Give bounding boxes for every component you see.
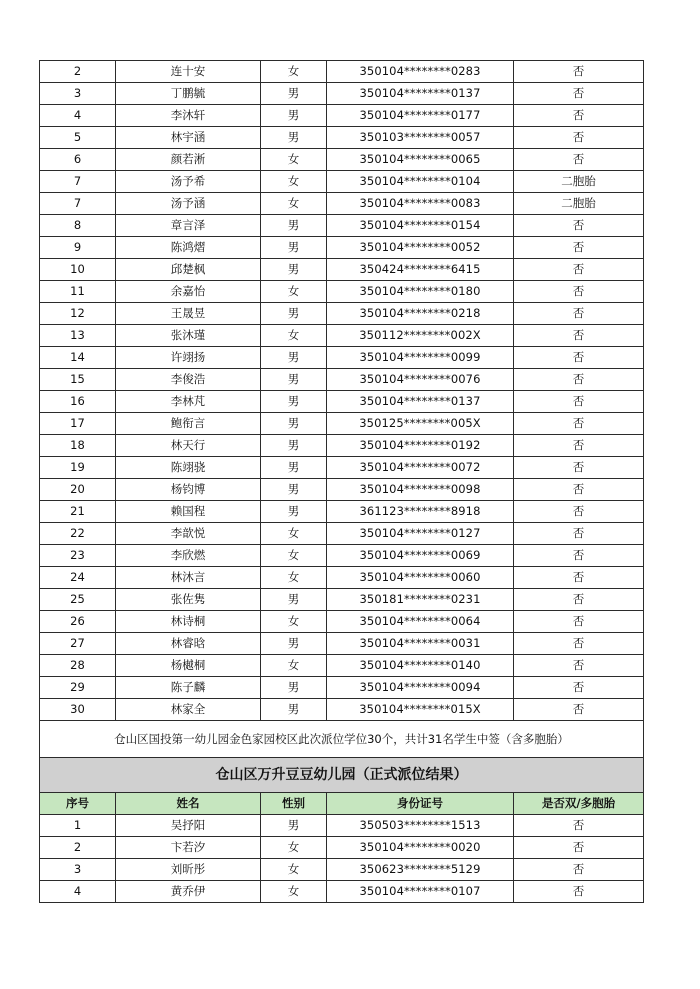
cell-twin: 否: [514, 611, 644, 633]
cell-id: 350103********0057: [327, 127, 514, 149]
cell-name: 黄乔伊: [116, 881, 261, 903]
cell-id: 350104********0177: [327, 105, 514, 127]
cell-no: 28: [40, 655, 116, 677]
cell-twin: 否: [514, 815, 644, 837]
cell-gender: 男: [261, 677, 327, 699]
table-row: [40, 391, 644, 413]
cell-twin: 否: [514, 545, 644, 567]
cell-gender: 男: [261, 127, 327, 149]
cell-name: 章言泽: [116, 215, 261, 237]
cell-name: 林天行: [116, 435, 261, 457]
cell-twin: 否: [514, 391, 644, 413]
cell-no: 29: [40, 677, 116, 699]
table-row: [40, 677, 644, 699]
results-table: [39, 60, 644, 903]
cell-twin: 否: [514, 523, 644, 545]
cell-no: 14: [40, 347, 116, 369]
cell-twin: 否: [514, 413, 644, 435]
table-row: [40, 815, 644, 837]
cell-name: 赖国程: [116, 501, 261, 523]
table-row: [40, 611, 644, 633]
cell-gender: 男: [261, 479, 327, 501]
cell-twin: 否: [514, 149, 644, 171]
cell-gender: 男: [261, 391, 327, 413]
section-title: 仓山区万升豆豆幼儿园（正式派位结果）: [40, 758, 644, 793]
cell-twin: 否: [514, 479, 644, 501]
table-row: [40, 633, 644, 655]
cell-no: 26: [40, 611, 116, 633]
table-row: [40, 545, 644, 567]
cell-no: 7: [40, 193, 116, 215]
table-row: [40, 347, 644, 369]
cell-no: 3: [40, 83, 116, 105]
table-row: [40, 523, 644, 545]
cell-no: 6: [40, 149, 116, 171]
cell-gender: 男: [261, 215, 327, 237]
cell-id: 350104********0094: [327, 677, 514, 699]
cell-twin: 否: [514, 655, 644, 677]
cell-name: 李欣燃: [116, 545, 261, 567]
cell-gender: 女: [261, 281, 327, 303]
section-title-row: [40, 758, 644, 793]
cell-gender: 女: [261, 611, 327, 633]
cell-name: 刘昕彤: [116, 859, 261, 881]
cell-id: 350104********0104: [327, 171, 514, 193]
cell-twin: 否: [514, 837, 644, 859]
cell-name: 汤予涵: [116, 193, 261, 215]
cell-name: 鲍衔言: [116, 413, 261, 435]
cell-id: 350104********0031: [327, 633, 514, 655]
cell-no: 16: [40, 391, 116, 413]
cell-twin: 否: [514, 501, 644, 523]
cell-twin: 否: [514, 281, 644, 303]
table-row: [40, 193, 644, 215]
cell-id: 350104********0072: [327, 457, 514, 479]
table-row: [40, 127, 644, 149]
cell-twin: 否: [514, 347, 644, 369]
cell-name: 颜若淅: [116, 149, 261, 171]
cell-twin: 否: [514, 435, 644, 457]
cell-gender: 男: [261, 435, 327, 457]
cell-gender: 女: [261, 149, 327, 171]
table-row: [40, 325, 644, 347]
table-row: [40, 149, 644, 171]
cell-twin: 否: [514, 369, 644, 391]
cell-no: 20: [40, 479, 116, 501]
cell-name: 陈子麟: [116, 677, 261, 699]
cell-gender: 女: [261, 567, 327, 589]
cell-no: 27: [40, 633, 116, 655]
cell-gender: 男: [261, 589, 327, 611]
top-results-body: [40, 61, 644, 721]
table-row: [40, 237, 644, 259]
cell-id: 350104********0069: [327, 545, 514, 567]
cell-no: 8: [40, 215, 116, 237]
cell-no: 25: [40, 589, 116, 611]
cell-id: 350104********0218: [327, 303, 514, 325]
cell-id: 350424********6415: [327, 259, 514, 281]
cell-id: 350104********0283: [327, 61, 514, 83]
cell-gender: 男: [261, 633, 327, 655]
cell-id: 350104********0099: [327, 347, 514, 369]
cell-name: 林睿晗: [116, 633, 261, 655]
cell-gender: 女: [261, 325, 327, 347]
cell-gender: 女: [261, 655, 327, 677]
cell-id: 350104********0052: [327, 237, 514, 259]
cell-twin: 否: [514, 457, 644, 479]
cell-id: 350104********0060: [327, 567, 514, 589]
table-row: [40, 281, 644, 303]
cell-name: 余嘉怡: [116, 281, 261, 303]
table-row: [40, 413, 644, 435]
cell-id: 350104********0064: [327, 611, 514, 633]
cell-twin: 否: [514, 83, 644, 105]
cell-gender: 男: [261, 501, 327, 523]
cell-no: 18: [40, 435, 116, 457]
table-row: [40, 837, 644, 859]
cell-twin: 否: [514, 567, 644, 589]
cell-id: 350181********0231: [327, 589, 514, 611]
cell-twin: 否: [514, 881, 644, 903]
cell-id: 350104********0127: [327, 523, 514, 545]
header-id: 身份证号: [327, 793, 514, 815]
cell-name: 杨钧博: [116, 479, 261, 501]
table-row: [40, 435, 644, 457]
header-name: 姓名: [116, 793, 261, 815]
cell-id: 361123********8918: [327, 501, 514, 523]
cell-id: 350104********0137: [327, 391, 514, 413]
cell-twin: 否: [514, 589, 644, 611]
cell-no: 19: [40, 457, 116, 479]
cell-twin: 否: [514, 633, 644, 655]
cell-name: 李歆悦: [116, 523, 261, 545]
cell-name: 李林芃: [116, 391, 261, 413]
cell-no: 21: [40, 501, 116, 523]
cell-name: 李俊浩: [116, 369, 261, 391]
cell-id: 350104********0098: [327, 479, 514, 501]
cell-gender: 男: [261, 105, 327, 127]
table-row: [40, 655, 644, 677]
table-row: [40, 457, 644, 479]
cell-id: 350104********0020: [327, 837, 514, 859]
table-row: [40, 215, 644, 237]
cell-name: 吴抒阳: [116, 815, 261, 837]
table-row: [40, 303, 644, 325]
cell-id: 350104********0065: [327, 149, 514, 171]
cell-no: 4: [40, 105, 116, 127]
cell-id: 350104********0180: [327, 281, 514, 303]
cell-no: 22: [40, 523, 116, 545]
cell-twin: 否: [514, 325, 644, 347]
cell-twin: 否: [514, 259, 644, 281]
cell-no: 2: [40, 837, 116, 859]
cell-gender: 男: [261, 347, 327, 369]
cell-gender: 女: [261, 61, 327, 83]
cell-id: 350104********0076: [327, 369, 514, 391]
cell-no: 15: [40, 369, 116, 391]
cell-name: 陈鸿熠: [116, 237, 261, 259]
cell-name: 张佐隽: [116, 589, 261, 611]
cell-no: 30: [40, 699, 116, 721]
cell-name: 陈翊骁: [116, 457, 261, 479]
header-gender: 性别: [261, 793, 327, 815]
cell-name: 卞若汐: [116, 837, 261, 859]
cell-name: 许翊扬: [116, 347, 261, 369]
cell-id: 350104********0107: [327, 881, 514, 903]
table-row: [40, 501, 644, 523]
cell-name: 林宇涵: [116, 127, 261, 149]
cell-id: 350104********0192: [327, 435, 514, 457]
table-row: [40, 83, 644, 105]
table-row: [40, 567, 644, 589]
cell-no: 1: [40, 815, 116, 837]
cell-id: 350623********5129: [327, 859, 514, 881]
cell-twin: 否: [514, 699, 644, 721]
cell-gender: 女: [261, 171, 327, 193]
cell-no: 23: [40, 545, 116, 567]
cell-gender: 男: [261, 83, 327, 105]
cell-gender: 男: [261, 699, 327, 721]
summary-row: [40, 721, 644, 758]
table-row: [40, 589, 644, 611]
cell-gender: 女: [261, 837, 327, 859]
cell-gender: 男: [261, 259, 327, 281]
cell-no: 9: [40, 237, 116, 259]
cell-gender: 女: [261, 193, 327, 215]
cell-name: 林沐言: [116, 567, 261, 589]
cell-twin: 否: [514, 61, 644, 83]
cell-no: 5: [40, 127, 116, 149]
cell-no: 12: [40, 303, 116, 325]
cell-gender: 男: [261, 237, 327, 259]
cell-name: 丁鹏毓: [116, 83, 261, 105]
cell-id: 350104********0137: [327, 83, 514, 105]
cell-id: 350125********005X: [327, 413, 514, 435]
cell-gender: 女: [261, 523, 327, 545]
cell-gender: 女: [261, 859, 327, 881]
cell-name: 连十安: [116, 61, 261, 83]
cell-gender: 男: [261, 413, 327, 435]
table-row: [40, 369, 644, 391]
cell-twin: 否: [514, 105, 644, 127]
header-row: [40, 793, 644, 815]
header-no: 序号: [40, 793, 116, 815]
cell-gender: 女: [261, 545, 327, 567]
cell-no: 10: [40, 259, 116, 281]
bottom-results-body: [40, 815, 644, 903]
cell-no: 17: [40, 413, 116, 435]
cell-id: 350503********1513: [327, 815, 514, 837]
cell-gender: 男: [261, 303, 327, 325]
cell-no: 24: [40, 567, 116, 589]
header-twin: 是否双/多胞胎: [514, 793, 644, 815]
table-row: [40, 259, 644, 281]
cell-twin: 二胞胎: [514, 171, 644, 193]
cell-id: 350104********0154: [327, 215, 514, 237]
cell-gender: 男: [261, 815, 327, 837]
cell-id: 350104********0083: [327, 193, 514, 215]
cell-twin: 否: [514, 127, 644, 149]
cell-gender: 女: [261, 881, 327, 903]
cell-name: 李沐轩: [116, 105, 261, 127]
cell-id: 350104********015X: [327, 699, 514, 721]
cell-gender: 男: [261, 457, 327, 479]
cell-no: 2: [40, 61, 116, 83]
cell-name: 林诗桐: [116, 611, 261, 633]
table-row: [40, 699, 644, 721]
cell-id: 350104********0140: [327, 655, 514, 677]
cell-no: 11: [40, 281, 116, 303]
cell-no: 13: [40, 325, 116, 347]
results-sheet: [39, 60, 643, 903]
cell-twin: 否: [514, 859, 644, 881]
cell-twin: 二胞胎: [514, 193, 644, 215]
cell-no: 3: [40, 859, 116, 881]
cell-name: 林家全: [116, 699, 261, 721]
table-row: [40, 171, 644, 193]
table-row: [40, 859, 644, 881]
cell-id: 350112********002X: [327, 325, 514, 347]
cell-twin: 否: [514, 215, 644, 237]
table-row: [40, 105, 644, 127]
table-row: [40, 881, 644, 903]
table-row: [40, 61, 644, 83]
cell-gender: 男: [261, 369, 327, 391]
cell-twin: 否: [514, 303, 644, 325]
cell-twin: 否: [514, 237, 644, 259]
cell-no: 4: [40, 881, 116, 903]
cell-name: 张沐瑾: [116, 325, 261, 347]
cell-name: 邱楚枫: [116, 259, 261, 281]
summary-note: 仓山区国投第一幼儿园金色家园校区此次派位学位30个，共计31名学生中签（含多胞胎）: [40, 721, 644, 758]
cell-no: 7: [40, 171, 116, 193]
cell-twin: 否: [514, 677, 644, 699]
table-row: [40, 479, 644, 501]
cell-name: 汤予希: [116, 171, 261, 193]
cell-name: 杨樾桐: [116, 655, 261, 677]
cell-name: 王晟昱: [116, 303, 261, 325]
